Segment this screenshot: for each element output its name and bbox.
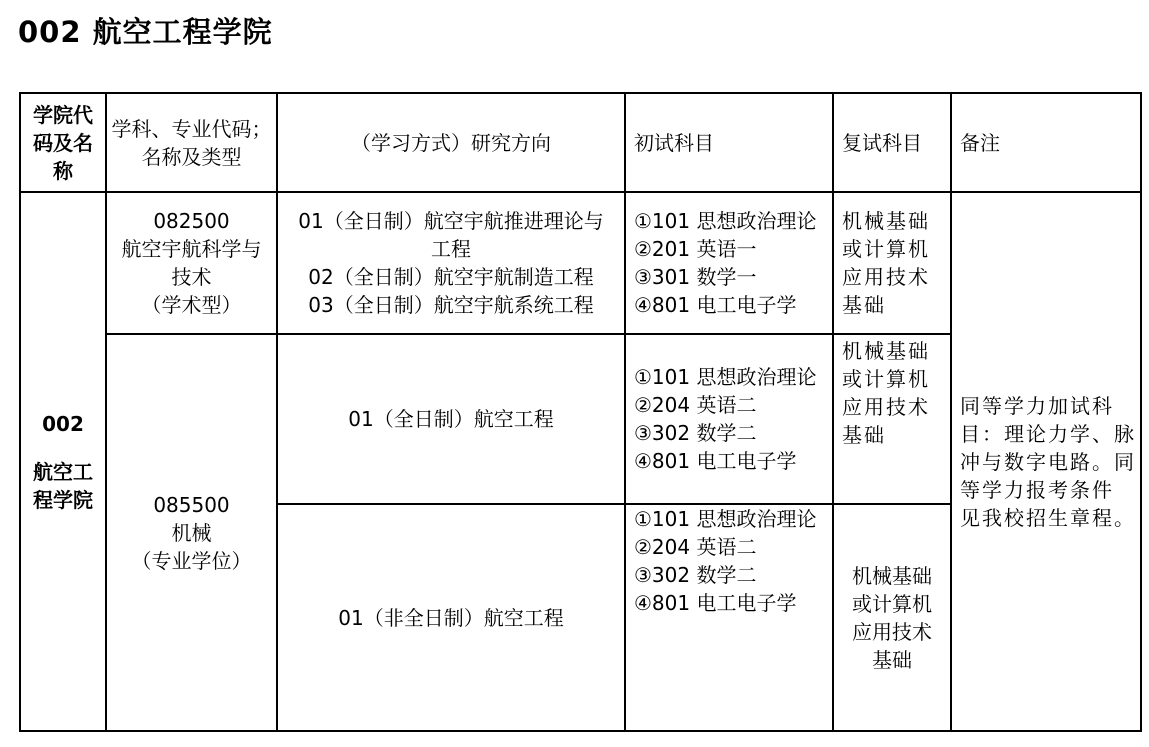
admissions-table [19, 92, 1142, 732]
table-header-row [20, 93, 1141, 192]
retest-line: 应用技术 [852, 619, 932, 644]
direction-cell: 01（全日制）航空工程 [277, 334, 625, 504]
retest-line: 或计算机 [842, 237, 930, 261]
retest-line: 基础 [842, 423, 886, 447]
subject-line: 机械 [171, 520, 212, 545]
direction-line: 工程 [431, 237, 471, 261]
retest-line: 或计算机 [842, 367, 930, 391]
direction-cell: 01（非全日制）航空工程 [277, 504, 625, 731]
exam-cell [625, 334, 833, 504]
notes-line: 见我校招生章程。 [960, 505, 1136, 530]
header-direction: （学习方式）研究方向 [277, 93, 625, 192]
exam-line: ④801 电工电子学 [634, 449, 797, 473]
exam-line: ③302 数学二 [634, 563, 757, 587]
retest-line: 机械基础 [852, 563, 932, 588]
subject-cell-085500 [106, 334, 277, 731]
header-exam: 初试科目 [625, 93, 833, 192]
notes-line: 同等学力加试科 [960, 393, 1114, 418]
retest-line: 机械基础 [842, 209, 930, 233]
exam-line: ①101 思想政治理论 [634, 365, 817, 389]
subject-line: 082500 [153, 209, 230, 233]
header-subject-line: 学科、专业代码； [111, 116, 272, 141]
notes-line: 等学力报考条件 [960, 477, 1114, 502]
retest-line: 应用技术 [842, 395, 930, 419]
retest-line: 应用技术 [842, 265, 930, 289]
retest-line: 基础 [872, 647, 912, 672]
college-name-line: 程学院 [33, 487, 93, 512]
header-subject [106, 93, 277, 192]
header-retest: 复试科目 [833, 93, 951, 192]
exam-line: ②204 英语二 [634, 393, 757, 417]
college-cell [20, 192, 106, 731]
exam-line: ④801 电工电子学 [634, 293, 797, 317]
notes-cell [951, 192, 1141, 731]
notes-line: 冲与数字电路。同 [960, 449, 1136, 474]
exam-cell [625, 504, 833, 731]
exam-line: ③302 数学二 [634, 421, 757, 445]
retest-cell [833, 192, 951, 334]
subject-cell-082500 [106, 192, 277, 334]
exam-line: ②204 英语二 [634, 535, 757, 559]
subject-line: 技术 [171, 265, 212, 289]
table-row [20, 192, 1141, 334]
subject-line: 航空宇航科学与 [121, 237, 262, 261]
header-college-line: 称 [53, 158, 73, 183]
header-college-line: 学院代 [33, 102, 93, 127]
exam-line: ①101 思想政治理论 [634, 507, 817, 531]
exam-line: ④801 电工电子学 [634, 591, 797, 615]
direction-line: 02（全日制）航空宇航制造工程 [308, 265, 594, 289]
exam-line: ③301 数学一 [634, 265, 757, 289]
retest-line: 机械基础 [842, 339, 930, 363]
retest-cell [833, 504, 951, 731]
header-subject-line: 名称及类型 [141, 144, 242, 169]
header-notes: 备注 [951, 93, 1141, 192]
direction-line: 01（全日制）航空宇航推进理论与 [298, 209, 604, 233]
header-college [20, 93, 106, 192]
exam-cell [625, 192, 833, 334]
subject-line: （学术型） [141, 293, 242, 317]
header-college-line: 码及名 [33, 130, 93, 155]
exam-line: ②201 英语一 [634, 237, 757, 261]
notes-line: 目：理论力学、脉 [960, 421, 1136, 446]
exam-line: ①101 思想政治理论 [634, 209, 817, 233]
page-title: 002 航空工程学院 [18, 15, 273, 49]
subject-line: 085500 [153, 492, 230, 517]
subject-line: （专业学位） [131, 548, 252, 573]
college-name-line: 航空工 [33, 459, 93, 484]
retest-line: 基础 [842, 293, 886, 317]
retest-line: 或计算机 [852, 591, 932, 616]
direction-line: 03（全日制）航空宇航系统工程 [308, 293, 594, 317]
college-code: 002 [42, 411, 84, 436]
direction-cell [277, 192, 625, 334]
retest-cell [833, 334, 951, 504]
